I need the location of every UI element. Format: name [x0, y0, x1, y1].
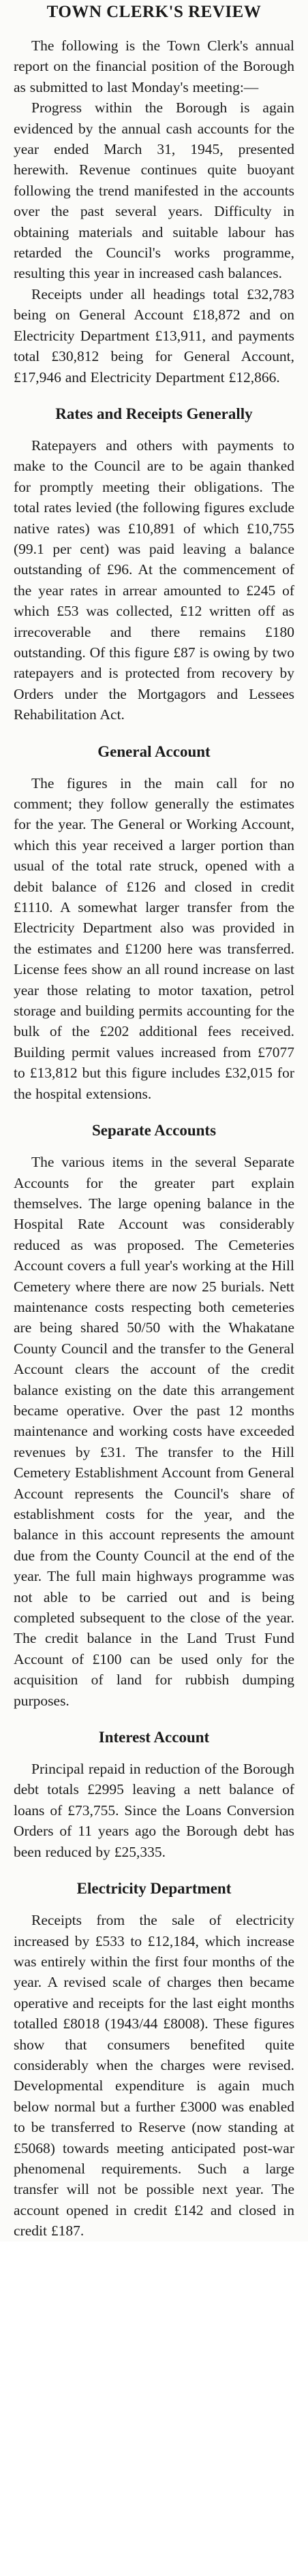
- section-heading: Electricity Department: [76, 1880, 232, 1898]
- section-general-account: [14, 743, 294, 1105]
- section-interest-account: [14, 1729, 294, 1862]
- section-heading: General Account: [97, 742, 211, 760]
- intro-paragraph: Progress within the Borough is again evidenced by the annual cash accounts for the year ended March 31, 1945, presented herewith. Revenue continues quite buoyant following the trend manifested in the accounts over the past several years. Difficulty in obtaining materials and suitable labour has retarded the Council's works programme, resulting this year in increased cash balances.: [14, 99, 294, 282]
- article-title: TOWN CLERK'S REVIEW: [46, 3, 262, 21]
- intro-paragraph: Receipts under all headings total £32,783 being on General Account £18,872 and on Electricity Department £13,911, and payments total £30,812 being for General Account, £17,946 and Electricity Department £12,866.: [14, 285, 294, 386]
- section-paragraph: Ratepayers and others with payments to make to the Council are to be again thanked for promptly meeting their obligations. The total rates levied (the following figures exclude native rates) was £10,891 of which £10,755 (99.1 per cent) was paid leaving a balance outstanding of £96. At the commencement of the year rates in arrear amounted to £245 of which £53 was collected, £12 written off as irrecoverable and there remains £180 outstanding. Of this figure £87 is owing by two ratepayers and is protected from recovery by Orders under the Mortgagors and Lessees Rehabilitation Act.: [14, 437, 294, 723]
- section-heading: Separate Accounts: [91, 1122, 217, 1140]
- section-rates-and-receipts: [14, 405, 294, 725]
- section-paragraph: Principal repaid in reduction of the Borough debt totals £2995 leaving a nett balance of loans of £73,755. Since the Loans Conversion Orders of 11 years ago the Borough debt has been reduced by £25,335.: [14, 1761, 294, 1860]
- section-heading: Interest Account: [98, 1729, 210, 1746]
- section-paragraph: The figures in the main call for no comment; they follow generally the estimates for the year. The General or Working Account, which this year received a larger portion than usual of the total rate struck, opened with a debit balance of £126 and closed in credit £1110. A somewhat larger transfer from the Electricity Department also was provided in the estimates and £1200 here was transferred. License fees show an all round increase on last year those relating to motor taxation, petrol storage and building permits accounting for the bulk of the £202 additional fees received. Building permit values increased from £7077 to £13,812 but this figure includes £32,015 for the hospital extensions.: [14, 774, 294, 1102]
- section-electricity-department: [14, 1880, 294, 2242]
- article-intro: [14, 35, 294, 388]
- section-heading: Rates and Receipts Generally: [55, 405, 253, 422]
- section-separate-accounts: [14, 1122, 294, 1711]
- intro-paragraph: The following is the Town Clerk's annual report on the financial position of the Borough as submitted to last Monday's meeting:—: [14, 37, 294, 95]
- section-paragraph: Receipts from the sale of electricity increased by £533 to £12,184, which increase was entirely within the first four months of the year. A revised scale of charges then became operative and receipts for the last eight months totalled £8018 (1943/44 £8008). These figures show that consumers benefited quite considerably when the charges were revised. Developmental expenditure is again much below normal but a further £3000 was enabled to be transferred to Reserve (now standing at £5068) towards meeting anticipated post-war phenomenal requirements. Such a large transfer will not be possible next year. The account opened in credit £142 and closed in credit £187.: [14, 1912, 294, 2240]
- section-paragraph: The various items in the several Separate Accounts for the greater part explain themselves. The large opening balance in the Hospital Rate Account was considerably reduced as was proposed. The Cemeteries Account covers a full year's working at the Hill Cemetery where there are now 25 burials. Nett maintenance costs respecting both cemeteries are being shared 50/50 with the Whakatane County Council and the transfer to the General Account clears the account of the credit balance existing on the date this arrangement became operative. Over the past 12 months maintenance and working costs have exceeded revenues by £31. The transfer to the Hill Cemetery Establishment Account from General Account represents the Council's share of establishment costs for the year, and the balance in this account represents the amount due from the County Council at the end of the year. The full main highways programme was not able to be carried out and is being completed subsequent to the close of the year. The credit balance in the Land Trust Fund Account of £100 can be used only for the acquisition of land for rubbish dumping purposes.: [14, 1154, 294, 1709]
